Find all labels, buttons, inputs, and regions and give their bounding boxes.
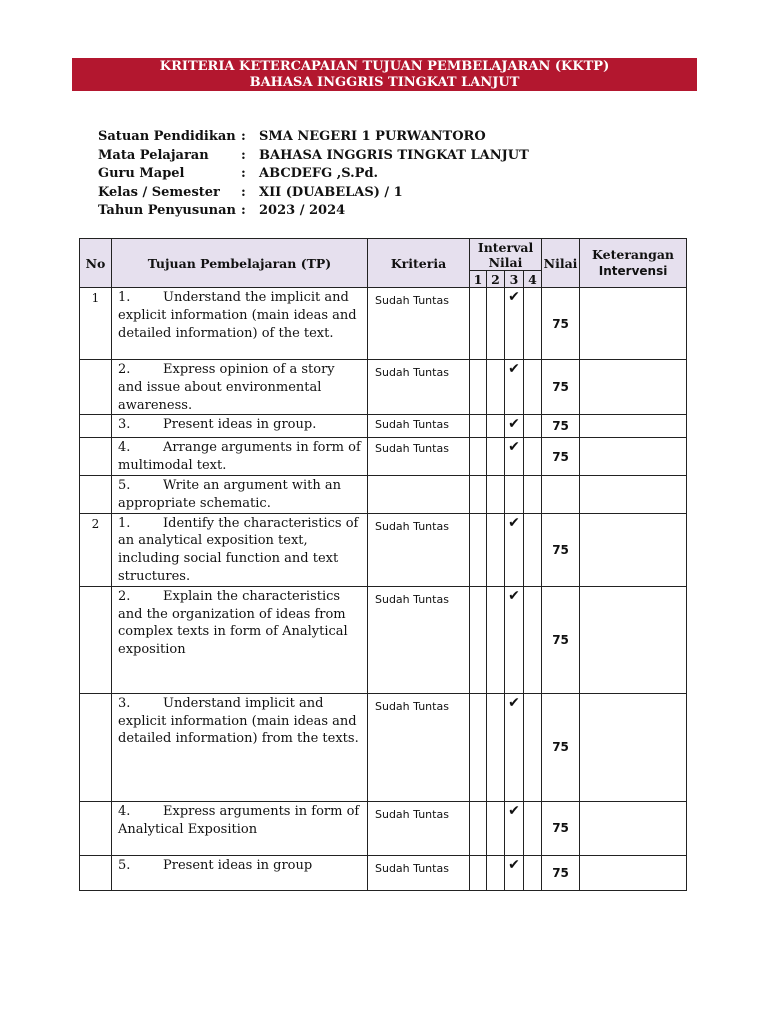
interval-cell-4: [524, 693, 542, 801]
kktp-table: [79, 238, 687, 891]
info-separator: :: [241, 147, 246, 163]
kriteria-cell: Sudah Tuntas: [368, 801, 470, 855]
interval-cell-4: [524, 855, 542, 890]
tp-cell: [112, 586, 368, 693]
tp-number: 5.: [118, 857, 131, 873]
row-number: [80, 693, 112, 801]
tp-cell: [112, 360, 368, 415]
info-label: Tahun Penyusunan: [98, 203, 236, 218]
table-row: [80, 288, 687, 360]
header-scale-1: 1: [470, 271, 487, 288]
tp-cell: [112, 855, 368, 890]
keterangan-cell: [580, 475, 687, 513]
tp-text: Understand implicit and explicit information (main ideas and detailed information) from the texts.: [118, 695, 359, 747]
table-row: [80, 693, 687, 801]
kriteria-cell: Sudah Tuntas: [368, 586, 470, 693]
row-number: [80, 360, 112, 415]
tp-number: 4.: [118, 803, 131, 819]
keterangan-cell: [580, 438, 687, 476]
tp-text: Express opinion of a story and issue about environmental awareness.: [118, 362, 335, 413]
info-label: Satuan Pendidikan: [98, 129, 236, 144]
header-keterangan-label: Keterangan: [592, 247, 675, 262]
kriteria-cell: Sudah Tuntas: [368, 288, 470, 360]
table-row: [80, 360, 687, 415]
tp-number: 2.: [118, 362, 131, 377]
header-scale-4: 4: [524, 271, 542, 288]
checkmark-icon: ✔: [505, 360, 524, 415]
header-intervensi-label: Intervensi: [598, 264, 668, 278]
interval-cell-1: [470, 475, 487, 513]
info-value: XII (DUABELAS) / 1: [259, 184, 403, 200]
row-number: [80, 438, 112, 476]
kriteria-cell: [368, 475, 470, 513]
tp-text: Write an argument with an appropriate schematic.: [118, 477, 342, 511]
tp-cell: [112, 438, 368, 476]
table-row: [80, 855, 687, 890]
header-kriteria: Kriteria: [368, 239, 470, 288]
nilai-cell: 75: [542, 586, 580, 693]
info-separator: :: [241, 129, 246, 144]
interval-cell-2: [487, 475, 505, 513]
row-number: 1: [80, 288, 112, 360]
interval-cell-2: [487, 513, 505, 586]
kriteria-cell: Sudah Tuntas: [368, 855, 470, 890]
tp-number: 4.: [118, 440, 131, 456]
checkmark-icon: ✔: [505, 513, 524, 586]
row-number: [80, 855, 112, 890]
checkmark-icon: ✔: [505, 288, 524, 360]
tp-number: 3.: [118, 417, 131, 433]
info-label: Guru Mapel: [98, 166, 185, 181]
row-number: 2: [80, 513, 112, 586]
keterangan-cell: [580, 360, 687, 415]
keterangan-cell: [580, 288, 687, 360]
kriteria-cell: Sudah Tuntas: [368, 415, 470, 438]
table-row: [80, 513, 687, 586]
interval-cell-4: [524, 288, 542, 360]
info-label: Kelas / Semester: [98, 184, 220, 200]
interval-cell-2: [487, 801, 505, 855]
interval-cell-3: [505, 475, 524, 513]
table-row: [80, 801, 687, 855]
interval-cell-4: [524, 586, 542, 693]
keterangan-cell: [580, 415, 687, 438]
interval-cell-4: [524, 438, 542, 476]
tp-text: Express arguments in form of Analytical Exposition: [118, 803, 360, 837]
nilai-cell: 75: [542, 801, 580, 855]
interval-cell-4: [524, 513, 542, 586]
interval-cell-1: [470, 415, 487, 438]
interval-cell-4: [524, 360, 542, 415]
tp-cell: [112, 288, 368, 360]
checkmark-icon: ✔: [505, 801, 524, 855]
interval-cell-4: [524, 801, 542, 855]
tp-number: 2.: [118, 588, 131, 604]
checkmark-icon: ✔: [505, 586, 524, 693]
tp-text: Present ideas in group: [163, 857, 313, 873]
document-subtitle: BAHASA INGGRIS TINGKAT LANJUT: [249, 75, 520, 90]
row-number: [80, 475, 112, 513]
header-nilai: Nilai: [542, 239, 580, 288]
tp-cell: [112, 415, 368, 438]
info-value: 2023 / 2024: [259, 203, 346, 218]
row-number: [80, 415, 112, 438]
tp-number: 3.: [118, 695, 131, 711]
interval-cell-2: [487, 415, 505, 438]
checkmark-icon: ✔: [505, 855, 524, 890]
nilai-cell: 75: [542, 415, 580, 438]
checkmark-icon: ✔: [505, 693, 524, 801]
interval-cell-1: [470, 360, 487, 415]
nilai-cell: 75: [542, 855, 580, 890]
keterangan-cell: [580, 855, 687, 890]
info-label: Mata Pelajaran: [98, 147, 209, 163]
tp-text: Understand the implicit and explicit information (main ideas and detailed information) of the text.: [118, 290, 357, 341]
header-interval-nilai: Interval Nilai: [470, 239, 542, 271]
row-number: [80, 801, 112, 855]
interval-cell-2: [487, 586, 505, 693]
document-title-banner: [72, 58, 697, 91]
row-number: [80, 586, 112, 693]
nilai-cell: 75: [542, 693, 580, 801]
nilai-cell: 75: [542, 513, 580, 586]
interval-cell-2: [487, 438, 505, 476]
tp-cell: [112, 475, 368, 513]
nilai-cell: 75: [542, 288, 580, 360]
info-separator: :: [241, 184, 246, 200]
tp-text: Identify the characteristics of an analytical exposition text, including social function and text structures.: [118, 515, 359, 584]
tp-text: Present ideas in group.: [163, 417, 317, 433]
header-no: No: [80, 239, 112, 288]
keterangan-cell: [580, 586, 687, 693]
keterangan-cell: [580, 693, 687, 801]
kriteria-cell: Sudah Tuntas: [368, 438, 470, 476]
keterangan-cell: [580, 801, 687, 855]
interval-cell-1: [470, 586, 487, 693]
interval-cell-2: [487, 288, 505, 360]
interval-cell-2: [487, 360, 505, 415]
header-keterangan: [580, 239, 687, 288]
info-value: SMA NEGERI 1 PURWANTORO: [259, 129, 486, 144]
table-row: [80, 415, 687, 438]
table-row: [80, 586, 687, 693]
header-scale-2: 2: [487, 271, 505, 288]
interval-cell-2: [487, 855, 505, 890]
tp-cell: [112, 513, 368, 586]
info-value: BAHASA INGGRIS TINGKAT LANJUT: [259, 147, 529, 163]
tp-number: 1.: [118, 290, 131, 305]
info-separator: :: [241, 166, 246, 181]
interval-cell-1: [470, 513, 487, 586]
keterangan-cell: [580, 513, 687, 586]
tp-number: 1.: [118, 515, 131, 531]
info-value: ABCDEFG ,S.Pd.: [259, 166, 379, 181]
tp-cell: [112, 801, 368, 855]
table-row: [80, 475, 687, 513]
interval-cell-4: [524, 475, 542, 513]
kriteria-cell: Sudah Tuntas: [368, 360, 470, 415]
checkmark-icon: ✔: [505, 438, 524, 476]
checkmark-icon: ✔: [505, 415, 524, 438]
tp-cell: [112, 693, 368, 801]
tp-text: Arrange arguments in form of multimodal text.: [118, 440, 361, 474]
interval-cell-4: [524, 415, 542, 438]
interval-cell-1: [470, 801, 487, 855]
interval-cell-1: [470, 855, 487, 890]
tp-number: 5.: [118, 477, 131, 493]
nilai-cell: 75: [542, 438, 580, 476]
interval-cell-1: [470, 693, 487, 801]
interval-cell-2: [487, 693, 505, 801]
info-separator: :: [241, 203, 246, 218]
kriteria-cell: Sudah Tuntas: [368, 693, 470, 801]
table-row: [80, 438, 687, 476]
header-tujuan-pembelajaran: Tujuan Pembelajaran (TP): [112, 239, 368, 288]
nilai-cell: [542, 475, 580, 513]
document-title: KRITERIA KETERCAPAIAN TUJUAN PEMBELAJARAN (KKTP): [159, 59, 610, 74]
tp-text: Explain the characteristics and the organization of ideas from complex texts in form of Analytical exposition: [118, 588, 348, 658]
interval-cell-1: [470, 438, 487, 476]
kriteria-cell: Sudah Tuntas: [368, 513, 470, 586]
interval-cell-1: [470, 288, 487, 360]
nilai-cell: 75: [542, 360, 580, 415]
header-scale-3: 3: [505, 271, 524, 288]
